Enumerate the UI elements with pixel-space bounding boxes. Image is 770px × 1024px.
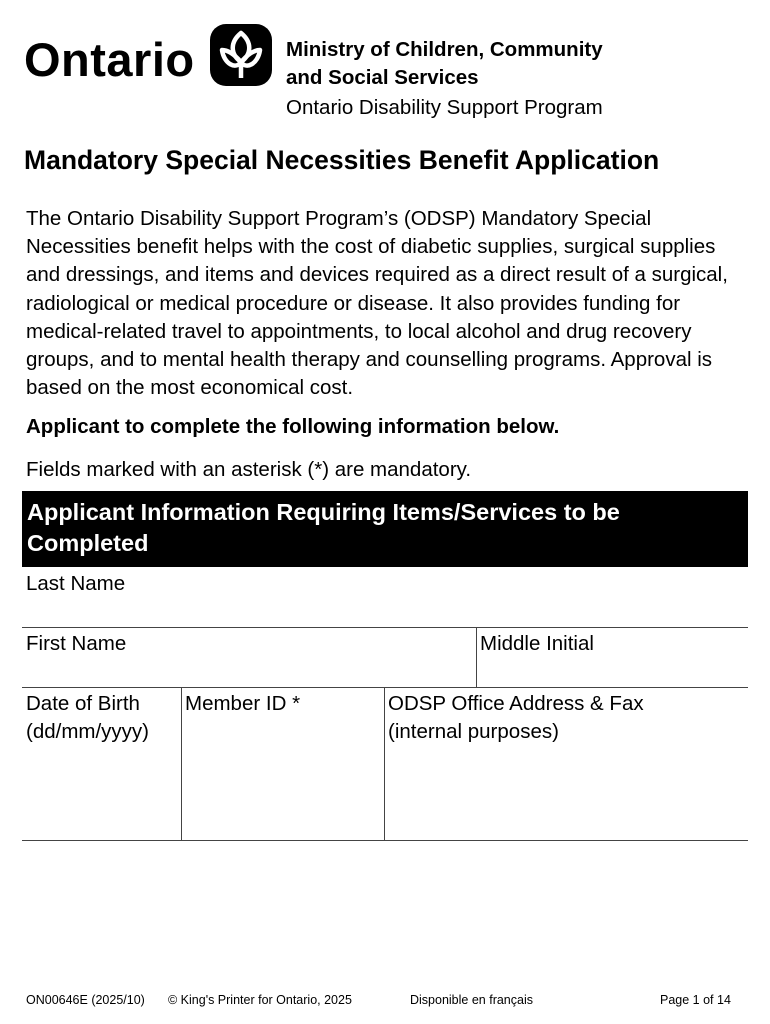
ministry-line-1: Ministry of Children, Community xyxy=(286,38,603,61)
page-title: Mandatory Special Necessities Benefit Application xyxy=(24,145,660,175)
dob-label-line-1: Date of Birth xyxy=(26,692,140,715)
copyright-notice: © King's Printer for Ontario, 2025 xyxy=(168,993,352,1007)
applicant-info-form xyxy=(22,567,748,841)
ontario-wordmark: Ontario xyxy=(24,33,195,86)
page-number: Page 1 of 14 xyxy=(660,993,731,1007)
member-id-field[interactable] xyxy=(181,687,384,841)
first-name-field[interactable] xyxy=(22,627,476,687)
member-id-label: Member ID * xyxy=(185,692,301,715)
dob-label-line-2: (dd/mm/yyyy) xyxy=(26,720,149,743)
program-name: Ontario Disability Support Program xyxy=(286,96,603,119)
page-header xyxy=(24,22,764,122)
french-version-note: Disponible en français xyxy=(410,993,533,1007)
trillium-logo-icon xyxy=(210,24,272,86)
office-label-line-2: (internal purposes) xyxy=(388,720,559,743)
date-of-birth-field[interactable] xyxy=(22,687,181,841)
middle-initial-field[interactable] xyxy=(476,627,748,687)
form-code: ON00646E (2025/10) xyxy=(26,993,145,1007)
ministry-name xyxy=(286,36,603,92)
divider xyxy=(22,840,748,841)
last-name-label: Last Name xyxy=(26,572,126,595)
first-name-label: First Name xyxy=(26,632,127,655)
intro-paragraph: The Ontario Disability Support Program’s (ODSP) Mandatory Special Necessities benefit helps with the cost of diabetic supplies, surgical supplies and dressings, and items and devices required as a direct result of a surgical, radiological or medical procedure or disease. It also provides funding for medical-related travel to appointments, to local alcohol and drug recovery groups, and to mental health therapy and counselling programs. Approval is based on the most economical cost. xyxy=(26,207,728,400)
last-name-field[interactable] xyxy=(22,567,748,627)
odsp-office-field[interactable] xyxy=(384,687,748,841)
mandatory-fields-note: Fields marked with an asterisk (*) are mandatory. xyxy=(26,458,472,481)
middle-initial-label: Middle Initial xyxy=(480,632,594,655)
ministry-line-2: and Social Services xyxy=(286,66,479,89)
applicant-instruction: Applicant to complete the following information below. xyxy=(26,415,560,438)
office-label-line-1: ODSP Office Address & Fax xyxy=(388,692,644,715)
section-header: Applicant Information Requiring Items/Services to be Completed xyxy=(22,491,748,567)
